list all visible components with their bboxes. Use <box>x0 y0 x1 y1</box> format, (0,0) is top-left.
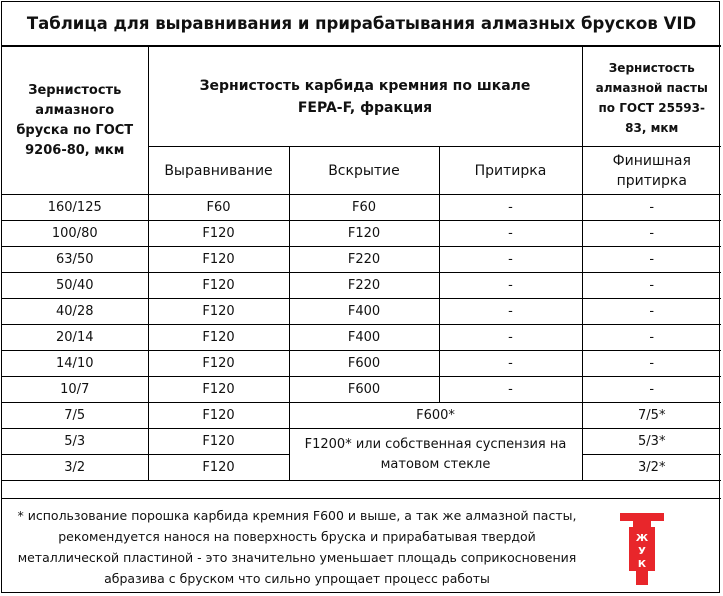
cell-final: - <box>582 299 721 325</box>
table-row <box>2 377 721 403</box>
cell-open: F600 <box>289 351 439 377</box>
header-diamond-grit: Зернистость алмазного бруска по ГОСТ 9206-80, мкм <box>2 47 148 195</box>
cell-lap: - <box>439 221 582 247</box>
cell-open: F400 <box>289 325 439 351</box>
cell-open: F600 <box>289 377 439 403</box>
cell-lap: - <box>439 325 582 351</box>
cell-align: F60 <box>148 195 289 221</box>
cell-final: 3/2* <box>582 455 721 481</box>
cell-grit: 3/2 <box>2 455 148 481</box>
table-row <box>2 325 721 351</box>
logo-letter-3: К <box>637 559 647 570</box>
cell-grit: 5/3 <box>2 429 148 455</box>
cell-grit: 63/50 <box>2 247 148 273</box>
cell-align: F120 <box>148 351 289 377</box>
header-paste-grit: Зернистость алмазной пасты по ГОСТ 25593-83, мкм <box>582 47 721 147</box>
cell-open: F60 <box>289 195 439 221</box>
table-row <box>2 403 721 429</box>
cell-merged-note: F1200* или собственная суспензия на матовом стекле <box>289 429 582 481</box>
zhuk-logo-icon <box>620 513 664 585</box>
cell-grit: 50/40 <box>2 273 148 299</box>
cell-align: F120 <box>148 221 289 247</box>
cell-lap: - <box>439 351 582 377</box>
grit-table <box>2 46 721 481</box>
cell-final: - <box>582 377 721 403</box>
table-row <box>2 299 721 325</box>
cell-final: 5/3* <box>582 429 721 455</box>
header-row <box>2 47 721 147</box>
cell-grit: 20/14 <box>2 325 148 351</box>
cell-final: - <box>582 247 721 273</box>
cell-open: F220 <box>289 273 439 299</box>
cell-grit: 160/125 <box>2 195 148 221</box>
cell-grit: 100/80 <box>2 221 148 247</box>
table-frame <box>1 1 720 593</box>
cell-open: F400 <box>289 299 439 325</box>
cell-open: F220 <box>289 247 439 273</box>
cell-lap: - <box>439 195 582 221</box>
cell-grit: 40/28 <box>2 299 148 325</box>
cell-open: F120 <box>289 221 439 247</box>
footnote: * использование порошка карбида кремния F600 и выше, а так же алмазной пасты, рекомендуется нанося на поверхность бруска и прирабатывая твердой металлической пластиной - это значительно уменьшает площадь соприкосновения абразива с бруском что сильно упрощает процесс работы <box>17 508 577 586</box>
cell-align: F120 <box>148 299 289 325</box>
subheader-align: Выравнивание <box>148 147 289 195</box>
cell-open-lap-merged: F600* <box>289 403 582 429</box>
subheader-final: Финишная притирка <box>582 147 721 195</box>
table-row <box>2 195 721 221</box>
cell-grit: 14/10 <box>2 351 148 377</box>
cell-align: F120 <box>148 403 289 429</box>
header-sic-grit: Зернистость карбида кремния по шкале FEPA-F, фракция <box>148 47 582 147</box>
table-row <box>2 429 721 455</box>
table-row <box>2 273 721 299</box>
cell-final: - <box>582 325 721 351</box>
cell-align: F120 <box>148 273 289 299</box>
page-title: Таблица для выравнивания и прирабатывания алмазных брусков VID <box>2 2 721 46</box>
cell-align: F120 <box>148 455 289 481</box>
cell-final: 7/5* <box>582 403 721 429</box>
subheader-lap: Притирка <box>439 147 582 195</box>
logo-letter-2: У <box>638 546 646 557</box>
cell-final: - <box>582 221 721 247</box>
cell-final: - <box>582 195 721 221</box>
table-row <box>2 351 721 377</box>
table-row <box>2 221 721 247</box>
cell-lap: - <box>439 247 582 273</box>
footer <box>2 498 721 594</box>
cell-grit: 10/7 <box>2 377 148 403</box>
cell-final: - <box>582 273 721 299</box>
table-row <box>2 247 721 273</box>
cell-lap: - <box>439 273 582 299</box>
cell-lap: - <box>439 377 582 403</box>
cell-final: - <box>582 351 721 377</box>
cell-align: F120 <box>148 377 289 403</box>
logo-letter-1: Ж <box>635 533 649 544</box>
cell-grit: 7/5 <box>2 403 148 429</box>
subheader-open: Вскрытие <box>289 147 439 195</box>
cell-lap: - <box>439 299 582 325</box>
cell-align: F120 <box>148 247 289 273</box>
cell-align: F120 <box>148 325 289 351</box>
cell-align: F120 <box>148 429 289 455</box>
